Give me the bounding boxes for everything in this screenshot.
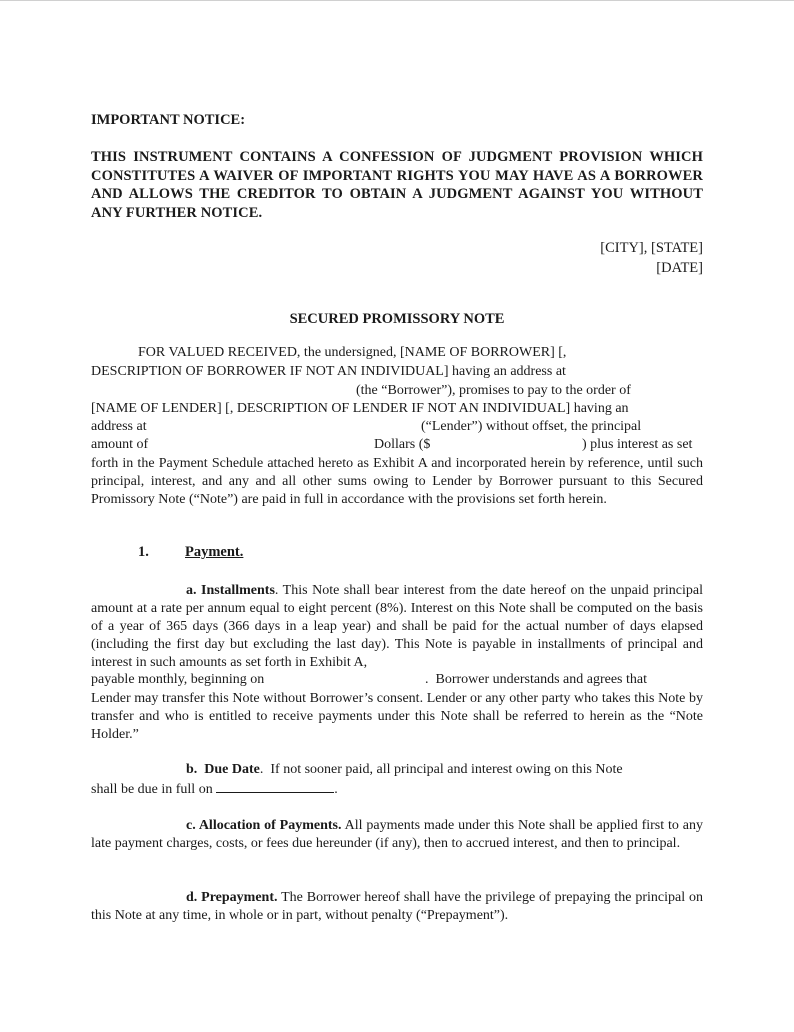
prepayment-paragraph [91,889,703,925]
city-state: [CITY], [STATE] [600,240,703,256]
page-top-border [0,0,794,1]
notice-body: THIS INSTRUMENT CONTAINS A CONFESSION OF JUDGMENT PROVISION WHICH CONSTITUTES A WAIVER OF IMPORTANT RIGHTS YOU MAY HAVE AS A BORROWER AND ALLOWS THE CREDITOR TO OBTAIN A JUDGMENT AGAINST YOU WITHOUT ANY FURTHER NOTICE. [91,149,703,221]
section-title: Payment. [185,544,244,560]
installments-transfer: Lender may transfer this Note without Borrower’s consent. Lender or any other party who takes this Note by transfer and who is entitled to receive payments under this Note shall be referred to herein as the “Note Holder.” [91,691,703,742]
notice-heading: IMPORTANT NOTICE: [91,112,246,128]
installments-borrower: . Borrower understands and agrees that [425,672,647,687]
installments-paragraph [91,582,703,672]
due-date-blank [216,780,334,793]
intro-amount-label: amount of [91,437,149,452]
prepayment-text: The Borrower hereof shall have the privilege of prepaying the principal on this Note at any time, in whole or in part, without penalty (“Prepayment”). [91,890,704,923]
intro-line-1: FOR VALUED RECEIVED, the undersigned, [NAME OF BORROWER] [, [138,345,567,360]
installments-label: a. Installments [186,583,275,598]
due-date-line-2 [91,780,338,798]
installments-text: . This Note shall bear interest from the date hereof on the unpaid principal amount at a rate per annum equal to eight percent (8%). Interest on this Note shall be computed on the basis of a year of 365 days (366 days in a leap year) and shall be paid for the actual number of days elapsed (including the first day but excluding the last day). This Note is payable in installments of principal and interest in such amounts as set forth in Exhibit A, [91,583,703,670]
intro-rest: forth in the Payment Schedule attached hereto as Exhibit A and incorporated herein by reference, until such principal, interest, and any and all other sums owing to Lender by Borrower pursuant to this Secured Promissory Note (“Note”) are paid in full in accordance with the provisions set forth herein. [91,456,703,507]
document-title: SECURED PROMISSORY NOTE [289,311,505,327]
intro-address-label: address at [91,419,147,434]
document-date: [DATE] [656,260,703,276]
intro-interest-text: ) plus interest as set [582,437,693,452]
installments-monthly: payable monthly, beginning on [91,672,265,687]
due-date-end: . [334,782,338,797]
intro-line-4: [NAME OF LENDER] [, DESCRIPTION OF LENDER IF NOT AN INDIVIDUAL] having an [91,401,629,416]
due-date-label: b. Due Date [186,762,260,777]
section-number: 1. [138,544,149,560]
due-date-line-1 [186,762,623,778]
due-date-text-2: shall be due in full on [91,782,213,797]
allocation-paragraph [91,817,703,853]
allocation-label: c. Allocation of Payments. [186,818,342,833]
due-date-text: . If not sooner paid, all principal and interest owing on this Note [259,762,623,777]
intro-dollars-label: Dollars ($ [374,437,431,452]
allocation-text: All payments made under this Note shall be applied first to any late payment charges, costs, or fees due hereunder (if any), then to accrued interest, and then to principal. [91,818,703,851]
intro-lender-text: (“Lender”) without offset, the principal [421,419,642,434]
intro-line-2: DESCRIPTION OF BORROWER IF NOT AN INDIVIDUAL] having an address at [91,364,566,379]
city-date-block [600,238,703,278]
intro-line-3: (the “Borrower”), promises to pay to the order of [356,383,631,398]
prepayment-label: d. Prepayment. [186,890,278,905]
